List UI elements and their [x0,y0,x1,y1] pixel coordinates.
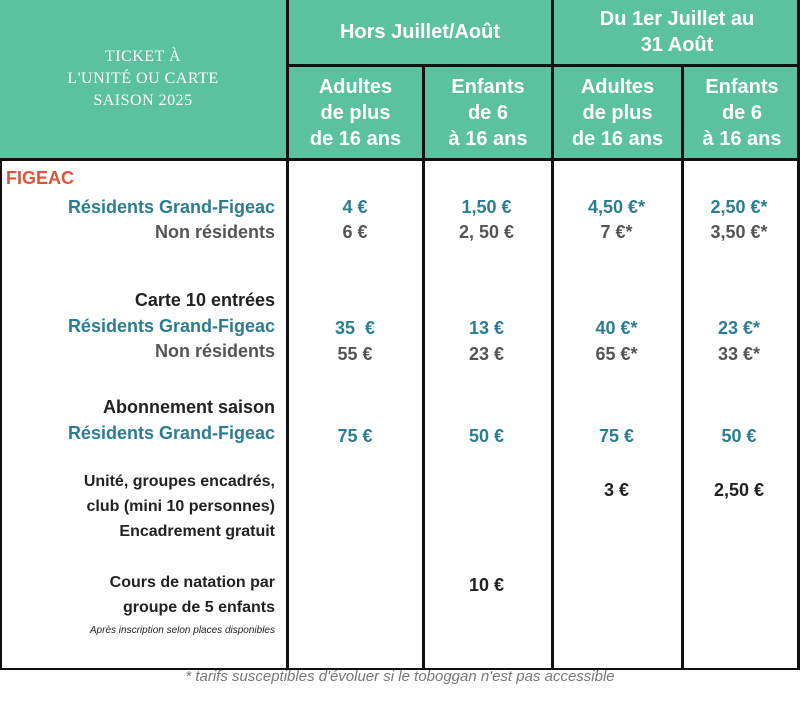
grid-line [681,64,684,670]
price-cell: 4 € [342,197,368,217]
price-cell: 1,50 € [461,197,512,217]
row-label-lessons: groupe de 5 enfants [122,599,275,616]
grid-line [289,64,800,67]
col-header-line: Enfants [705,75,779,98]
row-label-non-residents: Non résidents [154,222,275,242]
section-title-figeac: FIGEAC [6,168,75,188]
price-cell: 50 € [721,426,757,446]
table-title-line: L'UNITÉ OU CARTE [67,70,219,87]
col-header-line: de 16 ans [309,127,402,150]
price-cell: 2, 50 € [458,222,515,242]
period-header-summer [554,0,800,64]
price-cell: 13 € [468,318,505,338]
col-header-line: de plus [582,101,653,124]
row-label-non-residents: Non résidents [154,341,275,361]
price-cell: 33 €* [717,344,761,364]
price-cell: 55 € [337,344,373,364]
col-header-line: Adultes [580,75,655,98]
price-cell: 3 € [603,480,630,500]
col-header-line: de plus [320,101,391,124]
row-label-residents: Résidents Grand-Figeac [67,316,275,336]
col-header-adults-2 [554,67,681,158]
price-cell: 6 € [342,222,368,242]
period-header-off-season [289,0,551,64]
row-label-residents: Résidents Grand-Figeac [67,423,275,443]
table-title-line: SAISON 2025 [93,92,193,109]
col-header-line: Enfants [451,75,525,98]
col-header-children-2 [684,67,800,158]
period-label-line: 31 Août [640,34,714,56]
price-cell: 4,50 €* [587,197,646,217]
price-cell: 75 € [337,426,373,446]
price-cell: 7 €* [600,222,633,242]
price-cell: 23 €* [717,318,761,338]
grid-line [0,158,2,670]
col-header-line: à 16 ans [702,127,782,150]
period-label: Hors Juillet/Août [339,21,500,43]
col-header-line: de 16 ans [571,127,664,150]
section-title-season: Abonnement saison [102,397,275,417]
table-title-cell [0,0,286,158]
section-title-card10: Carte 10 entrées [134,290,275,310]
price-cell: 75 € [598,426,635,446]
price-cell: 35 € [334,318,376,338]
col-header-line: de 6 [467,101,508,124]
footnote: * tarifs susceptibles d'évoluer si le toboggan n'est pas accessible [185,668,615,685]
price-cell: 10 € [468,575,505,595]
price-cell: 65 €* [595,344,638,364]
price-cell: 2,50 € [713,480,765,500]
grid-line [0,158,800,161]
row-label-groups: Unité, groupes encadrés, [83,473,275,490]
row-label-groups: club (mini 10 personnes) [86,498,275,515]
table-title-line: TICKET À [104,48,182,65]
lessons-note: Après inscription selon places disponibles [89,625,275,636]
price-cell: 40 €* [595,318,638,338]
price-cell: 50 € [468,426,505,446]
row-label-residents: Résidents Grand-Figeac [67,197,275,217]
price-cell: 23 € [468,344,505,364]
col-header-children-1 [425,67,551,158]
row-label-lessons: Cours de natation par [109,574,275,591]
row-label-groups: Encadrement gratuit [119,523,275,540]
price-cell: 3,50 €* [710,222,768,242]
col-header-line: à 16 ans [448,127,528,150]
col-header-line: Adultes [318,75,393,98]
col-header-line: de 6 [721,101,762,124]
period-label-line: Du 1er Juillet au [599,8,755,30]
price-cell: 2,50 €* [710,197,768,217]
col-header-adults-1 [289,67,422,158]
